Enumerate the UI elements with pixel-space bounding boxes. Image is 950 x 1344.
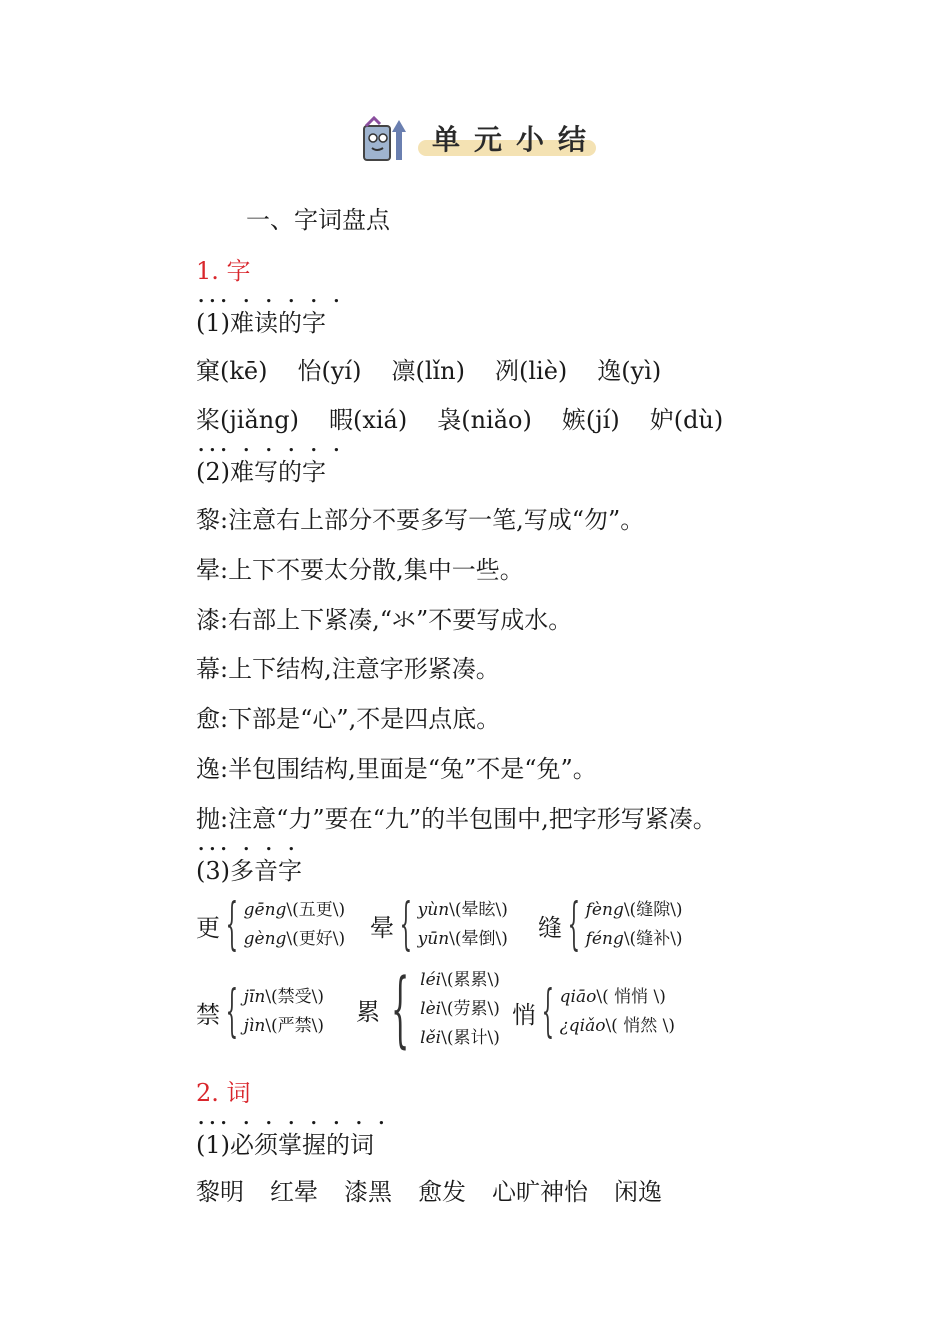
hard-read-char: 逸(yì) bbox=[597, 357, 662, 385]
book-mascot-icon bbox=[356, 116, 412, 166]
vocab-word: 漆黑 bbox=[344, 1178, 392, 1206]
pinyin: léi bbox=[420, 970, 442, 990]
emphasis-dots: ... . . . . . . . bbox=[198, 1108, 390, 1129]
vocab-word: 心旷神怡 bbox=[492, 1178, 588, 1206]
pinyin: ¿qiǎo bbox=[559, 1016, 606, 1036]
part-2-heading: 2. 词 bbox=[196, 1079, 251, 1107]
part-1-heading: 1. 字 bbox=[196, 257, 251, 285]
example-word: \(禁受\) bbox=[265, 987, 325, 1007]
emphasis-dots: ... . . . . . bbox=[198, 286, 345, 307]
hard-write-item: 幕:上下结构,注意字形紧凑。 bbox=[196, 655, 500, 683]
pinyin: lěi bbox=[420, 1028, 442, 1048]
hard-read-heading: (1)难读的字 bbox=[196, 309, 326, 337]
pinyin: jīn bbox=[243, 987, 266, 1007]
polyphonic-char: 悄 bbox=[512, 1000, 536, 1029]
example-word: \( 悄然 \) bbox=[605, 1016, 675, 1036]
vocab-word: 红晕 bbox=[270, 1178, 318, 1206]
hard-write-item: 抛:注意“力”要在“九”的半包围中,把字形写紧凑。 bbox=[196, 805, 717, 833]
brace: { bbox=[399, 892, 413, 957]
brace: { bbox=[390, 961, 410, 1057]
must-words-heading: (1)必须掌握的词 bbox=[196, 1131, 374, 1159]
vocab-word: 愈发 bbox=[418, 1178, 466, 1206]
pinyin: yūn bbox=[417, 929, 450, 949]
hard-write-item: 逸:半包围结构,里面是“兔”不是“免”。 bbox=[196, 755, 597, 783]
pinyin: féng bbox=[585, 929, 624, 949]
unit-summary-header bbox=[356, 116, 601, 166]
example-word: \(晕眩\) bbox=[449, 900, 508, 920]
hard-read-char: 妒(dù) bbox=[649, 406, 724, 434]
example-word: \(缝补\) bbox=[623, 929, 683, 949]
vocab-word: 黎明 bbox=[196, 1178, 244, 1206]
example-word: \(晕倒\) bbox=[449, 929, 508, 949]
example-word: \(累计\) bbox=[441, 1028, 500, 1048]
example-word: \(劳累\) bbox=[441, 999, 500, 1019]
hard-read-char: 冽(liè) bbox=[495, 357, 568, 385]
hard-write-item: 晕:上下不要太分散,集中一些。 bbox=[196, 556, 524, 584]
polyphonic-group bbox=[356, 961, 500, 1057]
pinyin: lèi bbox=[420, 999, 442, 1019]
polyphonic-group bbox=[196, 979, 325, 1044]
example-word: \(严禁\) bbox=[265, 1016, 325, 1036]
example-word: \( 悄悄 \) bbox=[596, 987, 666, 1007]
example-word: \(五更\) bbox=[286, 900, 346, 920]
pinyin: yùn bbox=[417, 900, 450, 920]
emphasis-dots: ... . . . bbox=[198, 834, 300, 855]
example-word: \(累累\) bbox=[441, 970, 500, 990]
hard-write-item: 漆:右部上下紧凑,“氺”不要写成水。 bbox=[196, 606, 573, 634]
emphasis-dots: ... . . . . . bbox=[198, 435, 345, 456]
example-word: \(更好\) bbox=[286, 929, 346, 949]
hard-read-char: 窠(kē) bbox=[196, 357, 268, 385]
pinyin: gèng bbox=[243, 929, 287, 949]
hard-write-heading: (2)难写的字 bbox=[196, 458, 326, 486]
hard-read-char: 怡(yí) bbox=[297, 357, 362, 385]
polyphonic-group bbox=[196, 892, 346, 957]
polyphonic-group bbox=[512, 979, 675, 1044]
hard-read-char: 暇(xiá) bbox=[328, 406, 408, 434]
title-banner bbox=[418, 118, 601, 164]
brace: { bbox=[541, 979, 555, 1044]
hard-read-char: 桨(jiǎng) bbox=[196, 406, 299, 434]
must-words-list bbox=[196, 1172, 688, 1207]
hard-read-row-1 bbox=[196, 351, 691, 386]
polyphonic-char: 禁 bbox=[196, 1000, 220, 1029]
hard-read-char: 嫉(jí) bbox=[561, 406, 620, 434]
hard-read-row-2 bbox=[196, 400, 753, 435]
pinyin: jìn bbox=[243, 1016, 266, 1036]
polyphonic-char: 更 bbox=[196, 913, 220, 942]
polyphonic-char: 缝 bbox=[538, 913, 562, 942]
hard-read-char: 袅(niǎo) bbox=[437, 406, 532, 434]
example-word: \(缝隙\) bbox=[623, 900, 683, 920]
polyphonic-heading: (3)多音字 bbox=[196, 857, 302, 885]
page-title: 单元小结 bbox=[432, 123, 601, 156]
hard-write-item: 黎:注意右上部分不要多写一笔,写成“勿”。 bbox=[196, 506, 645, 534]
brace: { bbox=[225, 979, 239, 1044]
brace: { bbox=[567, 892, 581, 957]
polyphonic-group bbox=[538, 892, 683, 957]
polyphonic-group bbox=[370, 892, 508, 957]
pinyin: gēng bbox=[243, 900, 287, 920]
polyphonic-char: 晕 bbox=[370, 913, 394, 942]
pinyin: fèng bbox=[585, 900, 624, 920]
polyphonic-char: 累 bbox=[356, 998, 380, 1026]
section-heading-1: 一、字词盘点 bbox=[246, 206, 390, 234]
hard-read-char: 凛(lǐn) bbox=[391, 357, 465, 385]
hard-write-item: 愈:下部是“心”,不是四点底。 bbox=[196, 705, 501, 733]
pinyin: qiāo bbox=[559, 987, 597, 1007]
brace: { bbox=[225, 892, 239, 957]
vocab-word: 闲逸 bbox=[614, 1178, 662, 1206]
